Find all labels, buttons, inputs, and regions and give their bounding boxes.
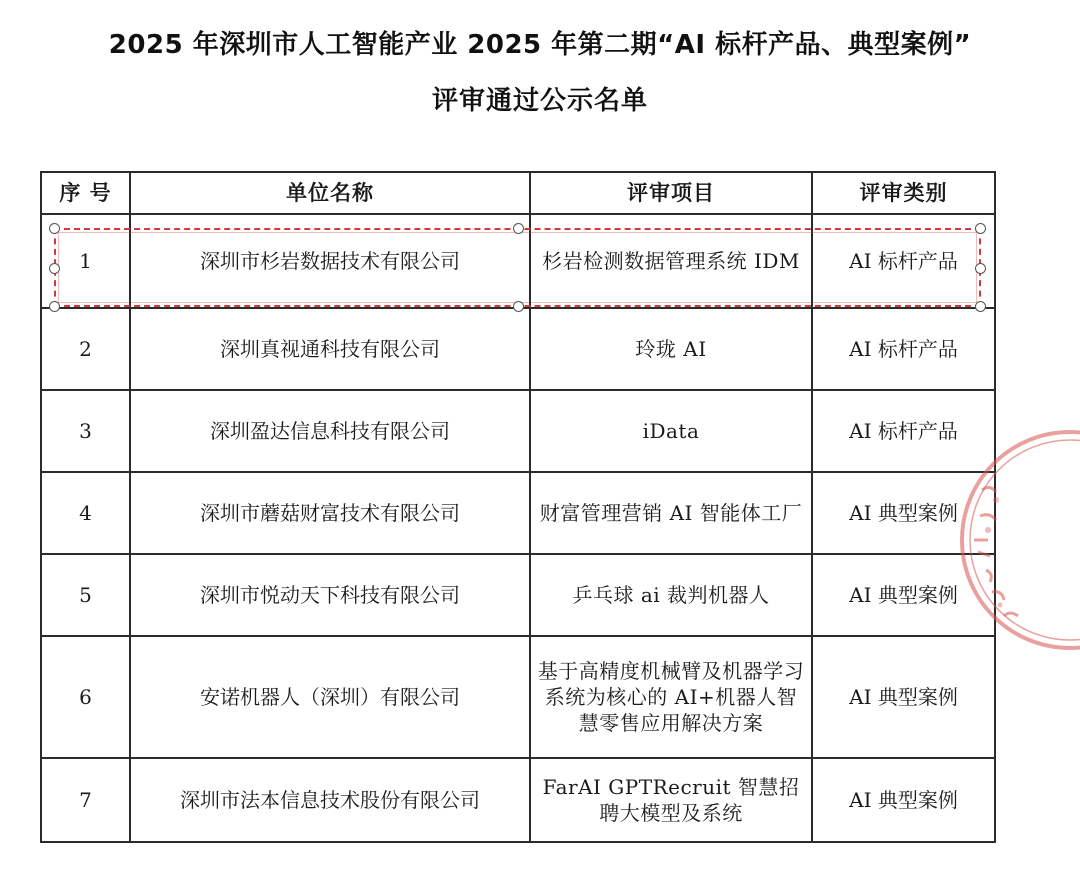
cell-seq: 4 [41, 472, 130, 554]
table-row[interactable] [41, 554, 995, 636]
cell-item: 基于高精度机械臂及机器学习系统为核心的 AI+机器人智慧零售应用解决方案 [530, 636, 812, 758]
cell-category: AI 典型案例 [812, 758, 995, 842]
resize-handle-middle-left[interactable] [49, 263, 60, 274]
cell-unit: 深圳盈达信息科技有限公司 [130, 390, 530, 472]
header-review-item: 评审项目 [530, 172, 812, 214]
cell-seq: 1 [41, 214, 130, 308]
cell-category: AI 标杆产品 [812, 308, 995, 390]
cell-item: 杉岩检测数据管理系统 IDM [530, 214, 812, 308]
row-selection-box[interactable] [54, 228, 981, 307]
cell-item: 乒乓球 ai 裁判机器人 [530, 554, 812, 636]
resize-handle-top-left[interactable] [49, 223, 60, 234]
seal-graphic [930, 420, 1080, 660]
resize-handle-top-middle[interactable] [513, 223, 524, 234]
header-review-category: 评审类别 [812, 172, 995, 214]
cell-seq: 7 [41, 758, 130, 842]
table-row[interactable] [41, 472, 995, 554]
cell-category: AI 典型案例 [812, 472, 995, 554]
official-seal-stamp [930, 420, 1080, 660]
cell-unit: 深圳市蘑菇财富技术有限公司 [130, 472, 530, 554]
cell-category: AI 典型案例 [812, 554, 995, 636]
document-subtitle: 评审通过公示名单 [431, 86, 648, 116]
cell-item: 玲珑 AI [530, 308, 812, 390]
cell-seq: 3 [41, 390, 130, 472]
resize-handle-bottom-middle[interactable] [513, 301, 524, 312]
header-seq: 序 号 [41, 172, 130, 214]
resize-handle-bottom-left[interactable] [49, 301, 60, 312]
selection-inner-border [58, 232, 977, 303]
table-header-row [41, 172, 995, 214]
cell-unit: 深圳市悦动天下科技有限公司 [130, 554, 530, 636]
cell-unit: 安诺机器人（深圳）有限公司 [130, 636, 530, 758]
cell-unit: 深圳市杉岩数据技术有限公司 [130, 214, 530, 308]
cell-unit: 深圳市法本信息技术股份有限公司 [130, 758, 530, 842]
cell-category: AI 标杆产品 [812, 390, 995, 472]
resize-handle-top-right[interactable] [975, 223, 986, 234]
cell-seq: 6 [41, 636, 130, 758]
table-row[interactable] [41, 390, 995, 472]
resize-handle-bottom-right[interactable] [975, 301, 986, 312]
cell-item: 财富管理营销 AI 智能体工厂 [530, 472, 812, 554]
header-unit-name: 单位名称 [130, 172, 530, 214]
table-row[interactable] [41, 308, 995, 390]
table-row[interactable] [41, 758, 995, 842]
cell-unit: 深圳真视通科技有限公司 [130, 308, 530, 390]
cell-seq: 5 [41, 554, 130, 636]
cell-category: AI 标杆产品 [812, 214, 995, 308]
resize-handle-middle-right[interactable] [975, 263, 986, 274]
cell-seq: 2 [41, 308, 130, 390]
cell-category: AI 典型案例 [812, 636, 995, 758]
table-row[interactable] [41, 636, 995, 758]
document-title: 2025 年深圳市人工智能产业 2025 年第二期“AI 标杆产品、典型案例” [108, 30, 972, 60]
cell-item: FarAI GPTRecruit 智慧招聘大模型及系统 [530, 758, 812, 842]
cell-item: iData [530, 390, 812, 472]
